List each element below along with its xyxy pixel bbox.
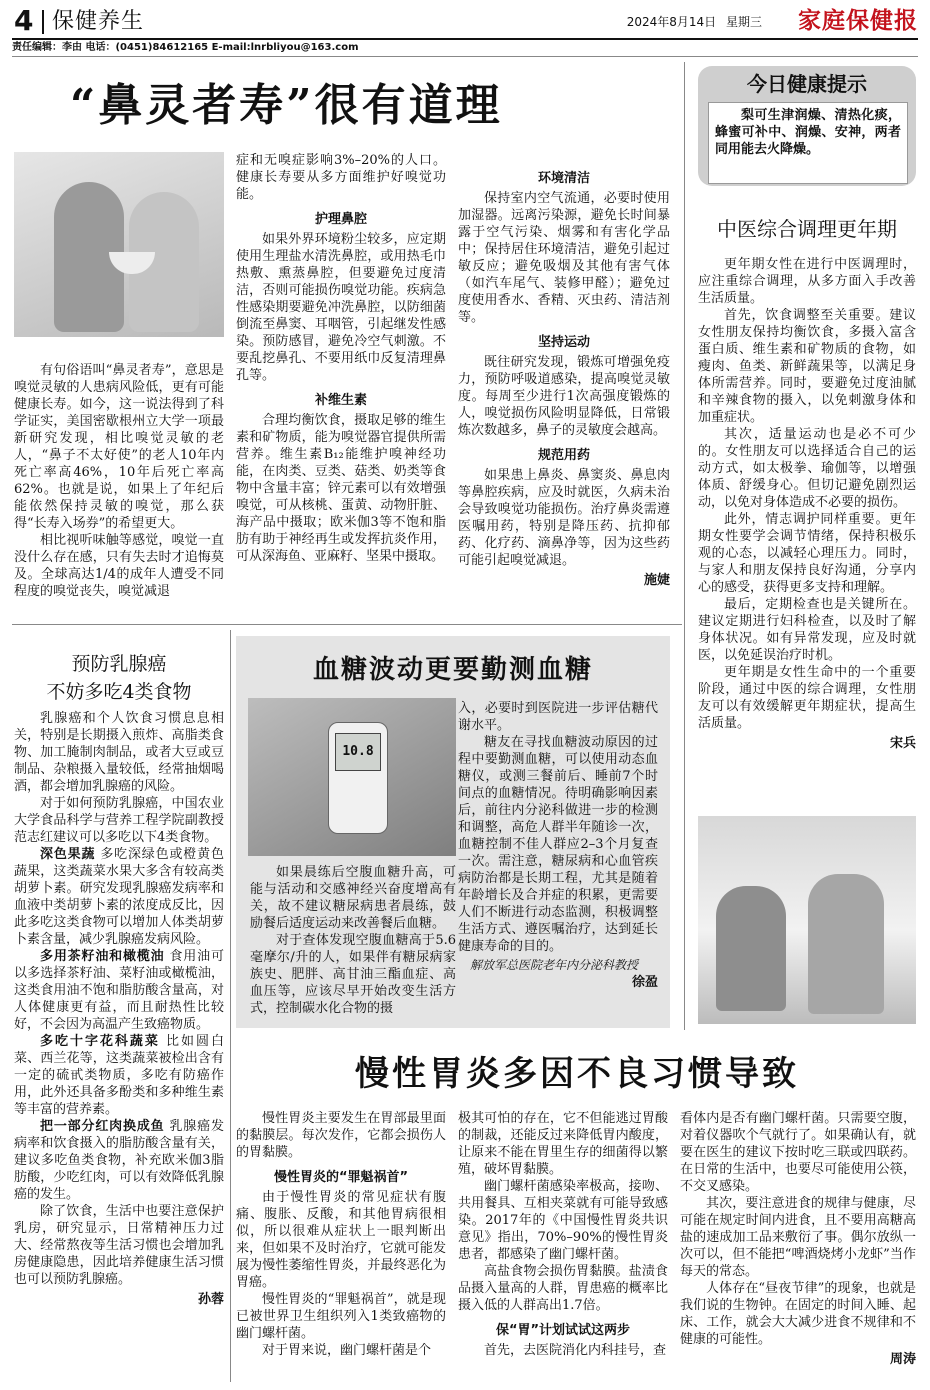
breast-food-item <box>14 1118 224 1203</box>
nose-col-1 <box>14 362 224 600</box>
gastritis-paragraph: 幽门螺杆菌感染率极高，接吻、共用餐具、互相夹菜就有可能导致感染。2017年的《中国慢性胃炎共识意见》指出，70%–90%的慢性胃炎患者，都感染了幽门螺杆菌。 <box>458 1179 668 1262</box>
health-tip-body: 梨可生津润燥、清热化痰，蜂蜜可补中、润燥、安神，两者同用能去火降燥。 <box>715 108 901 157</box>
breast-paragraph: 对于如何预防乳腺癌，中国农业大学食品科学与营养工程学院副教授范志红建议可以多吃以下4类食物。 <box>14 796 224 845</box>
divider-nose-bottom <box>12 624 682 625</box>
food-item-lead: 多用茶籽油和橄榄油 <box>40 949 165 964</box>
tcm-paragraph: 最后，定期检查也是关键所在。建议定期进行妇科检查，以及时了解身体状况。如有异常发现，应及时就医，以免延误治疗时机。 <box>698 597 916 663</box>
glucose-paragraph: 糖友在寻找血糖波动原因的过程中要勤测血糖，可以使用动态血糖仪，或测三餐前后、睡前7个时间点的血糖情况。待明确影响因素后，前往内分泌科做进一步的检测和调整，高危人群半年随诊一次，血糖控制不佳人群应2–3个月复查一次。需注意，糖尿病和心血管疾病防治都是长期工程，尤其是随着年龄增长及合并症的积累，更需要人们不断进行动态监测，积极调整生活方式、遵医嘱治疗，达到延长健康寿命的目的。 <box>458 735 658 954</box>
tcm-body <box>698 256 916 751</box>
header-subrule <box>12 56 918 57</box>
subhead-environment: 环境清洁 <box>537 171 590 186</box>
glucose-affiliation: 解放军总医院老年内分泌科教授 <box>470 958 639 972</box>
breast-paragraph: 除了饮食，生活中也要注意保护乳房，研究显示，日常精神压力过大、经常熬夜等生活习惯也会增加乳房健康隐患，因此培养健康生活习惯也可以预防乳腺癌。 <box>14 1204 224 1287</box>
glucose-author: 徐盈 <box>631 975 658 990</box>
food-item-text: 乳腺癌发病率和饮食摄入的脂肪酸含量有关，建议多吃鱼类食物，补充欧米伽3脂肪酸，少吃红肉，可以有效降低乳腺癌的发生。 <box>14 1119 224 1202</box>
glucose-paragraph: 如果晨练后空腹血糖升高，可能与活动和交感神经兴奋度增高有关，故不建议糖尿病患者晨练，鼓励餐后适度运动来改善餐后血糖。 <box>250 865 456 931</box>
tcm-author: 宋兵 <box>889 736 916 751</box>
glucose-meter-photo <box>248 698 456 856</box>
health-tip-box <box>698 66 916 186</box>
nose-paragraph: 保持室内空气流通，必要时使用加湿器。远离污染源，避免长时间暴露于空气污染、烟雾和有害化学品中；保持居住环境清洁，避免引起过敏反应；避免吸烟及其他有害气体（如汽车尾气、装修甲醛）；避免过度使用香水、香精、灭虫药、清洁剂等。 <box>458 191 670 325</box>
gastritis-paragraph: 极其可怕的存在，它不但能逃过胃酸的制裁，还能反过来降低胃内酸度，让原来不能在胃里生存的细菌得以繁殖，破坏胃黏膜。 <box>458 1111 668 1177</box>
subhead-stomach-plan: 保“胃”计划试试这两步 <box>495 1323 631 1338</box>
tcm-paragraph: 更年期女性在进行中医调理时，应注重综合调理，从多方面入手改善生活质量。 <box>698 257 916 306</box>
issue-weekday: 星期三 <box>725 15 762 29</box>
gastritis-paragraph: 其次，要注意进食的规律与健康，尽可能在规定时间内进食，且不要用高糖高盐的速成加工品来敷衍了事。偶尔放纵一次可以，但不能把“啤酒烧烤小龙虾”当作每天的常态。 <box>680 1196 916 1279</box>
gastritis-title: 慢性胃炎多因不良习惯导致 <box>355 1054 799 1094</box>
breast-title-line-2: 不妨多吃4类食物 <box>46 681 192 703</box>
nose-paragraph: 有句俗语叫“鼻灵者寿”，意思是嗅觉灵敏的人患病风险低，更有可能健康长寿。如今，这一说法得到了科学证实，美国密歇根州立大学一项最新研究发现，相比嗅觉灵敏的老人，“鼻子不太好使”的老人10年内死亡率高46%，10年后死亡率高62%。也就是说，如果上了年纪后能依然保持灵敏的嗅觉，那么获得“长寿入场券”的希望更大。 <box>14 363 224 531</box>
nose-paragraph: 相比视听味触等感觉，嗅觉一直没什么存在感，只有失去时才追悔莫及。全球高达1/4的成年人遭受不同程度的嗅觉丧失，嗅觉减退 <box>14 533 224 599</box>
breast-author: 孙蓉 <box>197 1292 224 1307</box>
gastritis-paragraph: 慢性胃炎的“罪魁祸首”，就是现已被世界卫生组织列入1类致癌物的幽门螺杆菌。 <box>236 1292 446 1341</box>
nose-col-2 <box>236 152 446 565</box>
food-item-lead: 多吃十字花科蔬菜 <box>40 1034 160 1049</box>
subhead-vitamins: 补维生素 <box>314 393 367 408</box>
gastritis-paragraph: 由于慢性胃炎的常见症状有腹痛、腹胀、反酸，和其他胃病很相似，所以很难从症状上一眼判断出来，但如果不及时治疗，它就可能发展为慢性萎缩性胃炎，并最终恶化为胃癌。 <box>236 1190 446 1290</box>
gastritis-paragraph: 慢性胃炎主要发生在胃部最里面的黏膜层。每次发作，它都会损伤人的胃黏膜。 <box>236 1111 446 1160</box>
breast-body <box>14 710 224 1307</box>
nose-paragraph: 症和无嗅症影响3%–20%的人口。健康长寿要从多方面维护好嗅觉功能。 <box>236 153 446 202</box>
nose-article-title: “鼻灵者寿”很有道理 <box>70 80 503 131</box>
gastritis-paragraph: 首先，去医院消化内科挂号，查 <box>484 1343 667 1358</box>
page-number: 4 <box>14 4 34 37</box>
divider-breast-right <box>230 630 231 1382</box>
section-name: 保健养生 <box>52 9 145 34</box>
tcm-title: 中医综合调理更年期 <box>717 217 897 241</box>
glucose-meter-screen <box>335 733 381 771</box>
photo-runner-woman <box>808 874 884 1014</box>
nose-paragraph: 如果患上鼻炎、鼻窦炎、鼻息肉等鼻腔疾病，应及时就医，久病未治会导致嗅觉功能损伤。治疗鼻炎需遵医嘱用药，特别是降压药、抗抑郁药、化疗药、滴鼻净等，因为这些药可能引起嗅觉减退。 <box>458 468 670 568</box>
breast-title-line-1: 预防乳腺癌 <box>71 653 167 675</box>
food-item-text: 多吃深绿色或橙黄色蔬果，这类蔬菜水果大多含有较高类胡萝卜素。研究发现乳腺癌发病率和血液中类胡萝卜素的浓度成反比，因此多吃这类食物可以增加人体类胡萝卜素含量，减少乳腺癌发病风险。 <box>14 847 224 947</box>
photo-runner-man <box>716 886 786 1011</box>
gastritis-author: 周涛 <box>889 1352 916 1367</box>
subhead-nasal-care: 护理鼻腔 <box>314 212 367 227</box>
glucose-meter-reading: 10.8 <box>342 744 374 759</box>
paper-logo: 家庭保健报 <box>798 7 918 34</box>
breast-title <box>14 650 224 706</box>
nose-author: 施婕 <box>643 573 670 588</box>
nose-col-3 <box>458 162 670 588</box>
gastritis-paragraph: 人体存在“昼夜节律”的现象，也就是我们说的生物钟。在固定的时间入睡、起床、工作，就会大大减少进食不规律和不健康的可能性。 <box>680 1281 916 1347</box>
glucose-meter-body <box>328 722 388 834</box>
glucose-byline <box>458 957 658 990</box>
subhead-medication: 规范用药 <box>537 448 590 463</box>
glucose-col-right <box>458 700 658 991</box>
health-tip-title: 今日健康提示 <box>747 72 867 96</box>
editor-line: 责任编辑：李由 电话：(0451)84612165 E-mail:lnrbliyou@163.com <box>12 42 359 53</box>
issue-date: 2024年8月14日 <box>626 15 717 29</box>
breast-food-item <box>14 948 224 1033</box>
tcm-paragraph: 其次，适量运动也是必不可少的。女性朋友可以选择适合自己的运动方式，如太极拳、瑜伽等，以增强体质、舒缓身心。但切记避免剧烈运动，以免对身体造成不必要的损伤。 <box>698 427 916 510</box>
food-item-text: 食用油可以多选择茶籽油、菜籽油或橄榄油，这类食用油不饱和脂肪酸含量高，对人体健康更有益，而且耐热性比较好，不会因为高温产生致癌物质。 <box>14 949 224 1032</box>
glucose-title: 血糖波动更要勤测血糖 <box>312 655 593 685</box>
gastritis-col-2 <box>458 1110 668 1359</box>
food-item-lead: 深色果蔬 <box>40 847 96 862</box>
elderly-exercise-photo <box>698 816 916 1024</box>
nose-paragraph: 如果外界环境粉尘较多，应定期使用生理盐水清洗鼻腔，或用热毛巾热敷、熏蒸鼻腔，但要避免过度清洁，否则可能损伤嗅觉功能。疾病急性感染期要避免冲洗鼻腔，以防细菌倒流至鼻窦、耳咽管，引起继发性感染。预防感冒，避免冷空气刺激。不要乱挖鼻孔、不要用纸巾反复清理鼻孔等。 <box>236 232 446 383</box>
gastritis-paragraph: 高盐食物会损伤胃黏膜。盐渍食品摄入量高的人群，胃患癌的概率比摄入低的人群高出1.7倍。 <box>458 1264 668 1313</box>
glucose-paragraph: 对于查体发现空腹血糖高于5.6毫摩尔/升的人，如果伴有糖尿病家族史、肥胖、高甘油三酯血症、高血压等，应该尽早开始改变生活方式，控制碳水化合物的摄 <box>250 933 456 1016</box>
breast-food-item <box>14 1033 224 1118</box>
divider-right-column <box>684 62 685 1030</box>
glucose-paragraph: 入，必要时到医院进一步评估糖代谢水平。 <box>458 701 658 733</box>
subhead-culprit: 慢性胃炎的“罪魁祸首” <box>273 1170 409 1185</box>
glucose-col-left <box>250 864 456 1017</box>
gastritis-paragraph: 对于胃来说，幽门螺杆菌是个 <box>262 1343 432 1358</box>
tcm-paragraph: 此外，情志调护同样重要。更年期女性要学会调节情绪，保持积极乐观的心态，以减轻心理压力。同时，与家人和朋友保持良好沟通，分享内心的感受，获得更多支持和理解。 <box>698 512 916 595</box>
food-item-lead: 把一部分红肉换成鱼 <box>40 1119 165 1134</box>
breast-food-item <box>14 846 224 948</box>
food-item-text: 比如圆白菜、西兰花等，这类蔬菜被检出含有一定的硫甙类物质，多吃有防癌作用，此外还具备多酚类和多种维生素等丰富的营养素。 <box>14 1034 224 1117</box>
nose-paragraph: 合理均衡饮食，摄取足够的维生素和矿物质，能为嗅觉器官提供所需营养。维生素B₁₂能维护嗅神经功能，在肉类、豆类、菇类、奶类等食物中含量丰富；锌元素可以有效增强嗅觉，可从核桃、蛋黄、动物肝脏、海产品中摄取；欧米伽3等不饱和脂肪有助于神经再生或发挥抗炎作用，可从深海鱼、亚麻籽、坚果中摄取。 <box>236 413 446 564</box>
tcm-paragraph: 更年期是女性生命中的一个重要阶段，通过中医的综合调理，女性朋友可以有效缓解更年期症状，提高生活质量。 <box>698 665 916 731</box>
gastritis-paragraph: 看体内是否有幽门螺杆菌。只需要空腹，对着仪器吹个气就行了。如果确认有，就要在医生的建议下按时吃三联或四联药。在日常的生活中，也要尽可能使用公筷，不交叉感染。 <box>680 1111 916 1194</box>
page-number-divider <box>42 10 44 34</box>
health-tip-body-frame <box>708 102 908 184</box>
glucose-box <box>236 636 670 1028</box>
subhead-exercise: 坚持运动 <box>537 335 590 350</box>
breast-paragraph: 乳腺癌和个人饮食习惯息息相关，特别是长期摄入煎炸、高脂类食物、加工腌制肉制品，或者大豆或豆制品、杂粮摄入量较低，经常抽烟喝酒，都会增加乳腺癌的风险。 <box>14 711 224 794</box>
nose-paragraph: 既往研究发现，锻炼可增强免疫力，预防呼吸道感染，提高嗅觉灵敏度。每周至少进行1次高强度锻炼的人，嗅觉损伤风险明显降低，日常锻炼次数越多，鼻子的灵敏度会越高。 <box>458 355 670 438</box>
gastritis-col-3 <box>680 1110 916 1367</box>
tcm-paragraph: 首先，饮食调整至关重要。建议女性朋友保持均衡饮食，多摄入富含蛋白质、维生素和矿物质的食物，如瘦肉、鱼类、新鲜蔬果等，以满足身体所需营养。同时，要避免过度油腻和辛辣食物的摄入，以免刺激身体和加重症状。 <box>698 308 916 425</box>
elderly-couple-photo <box>14 152 224 337</box>
page-header <box>12 6 918 40</box>
header-rule <box>12 38 918 40</box>
gastritis-col-1 <box>236 1110 446 1359</box>
